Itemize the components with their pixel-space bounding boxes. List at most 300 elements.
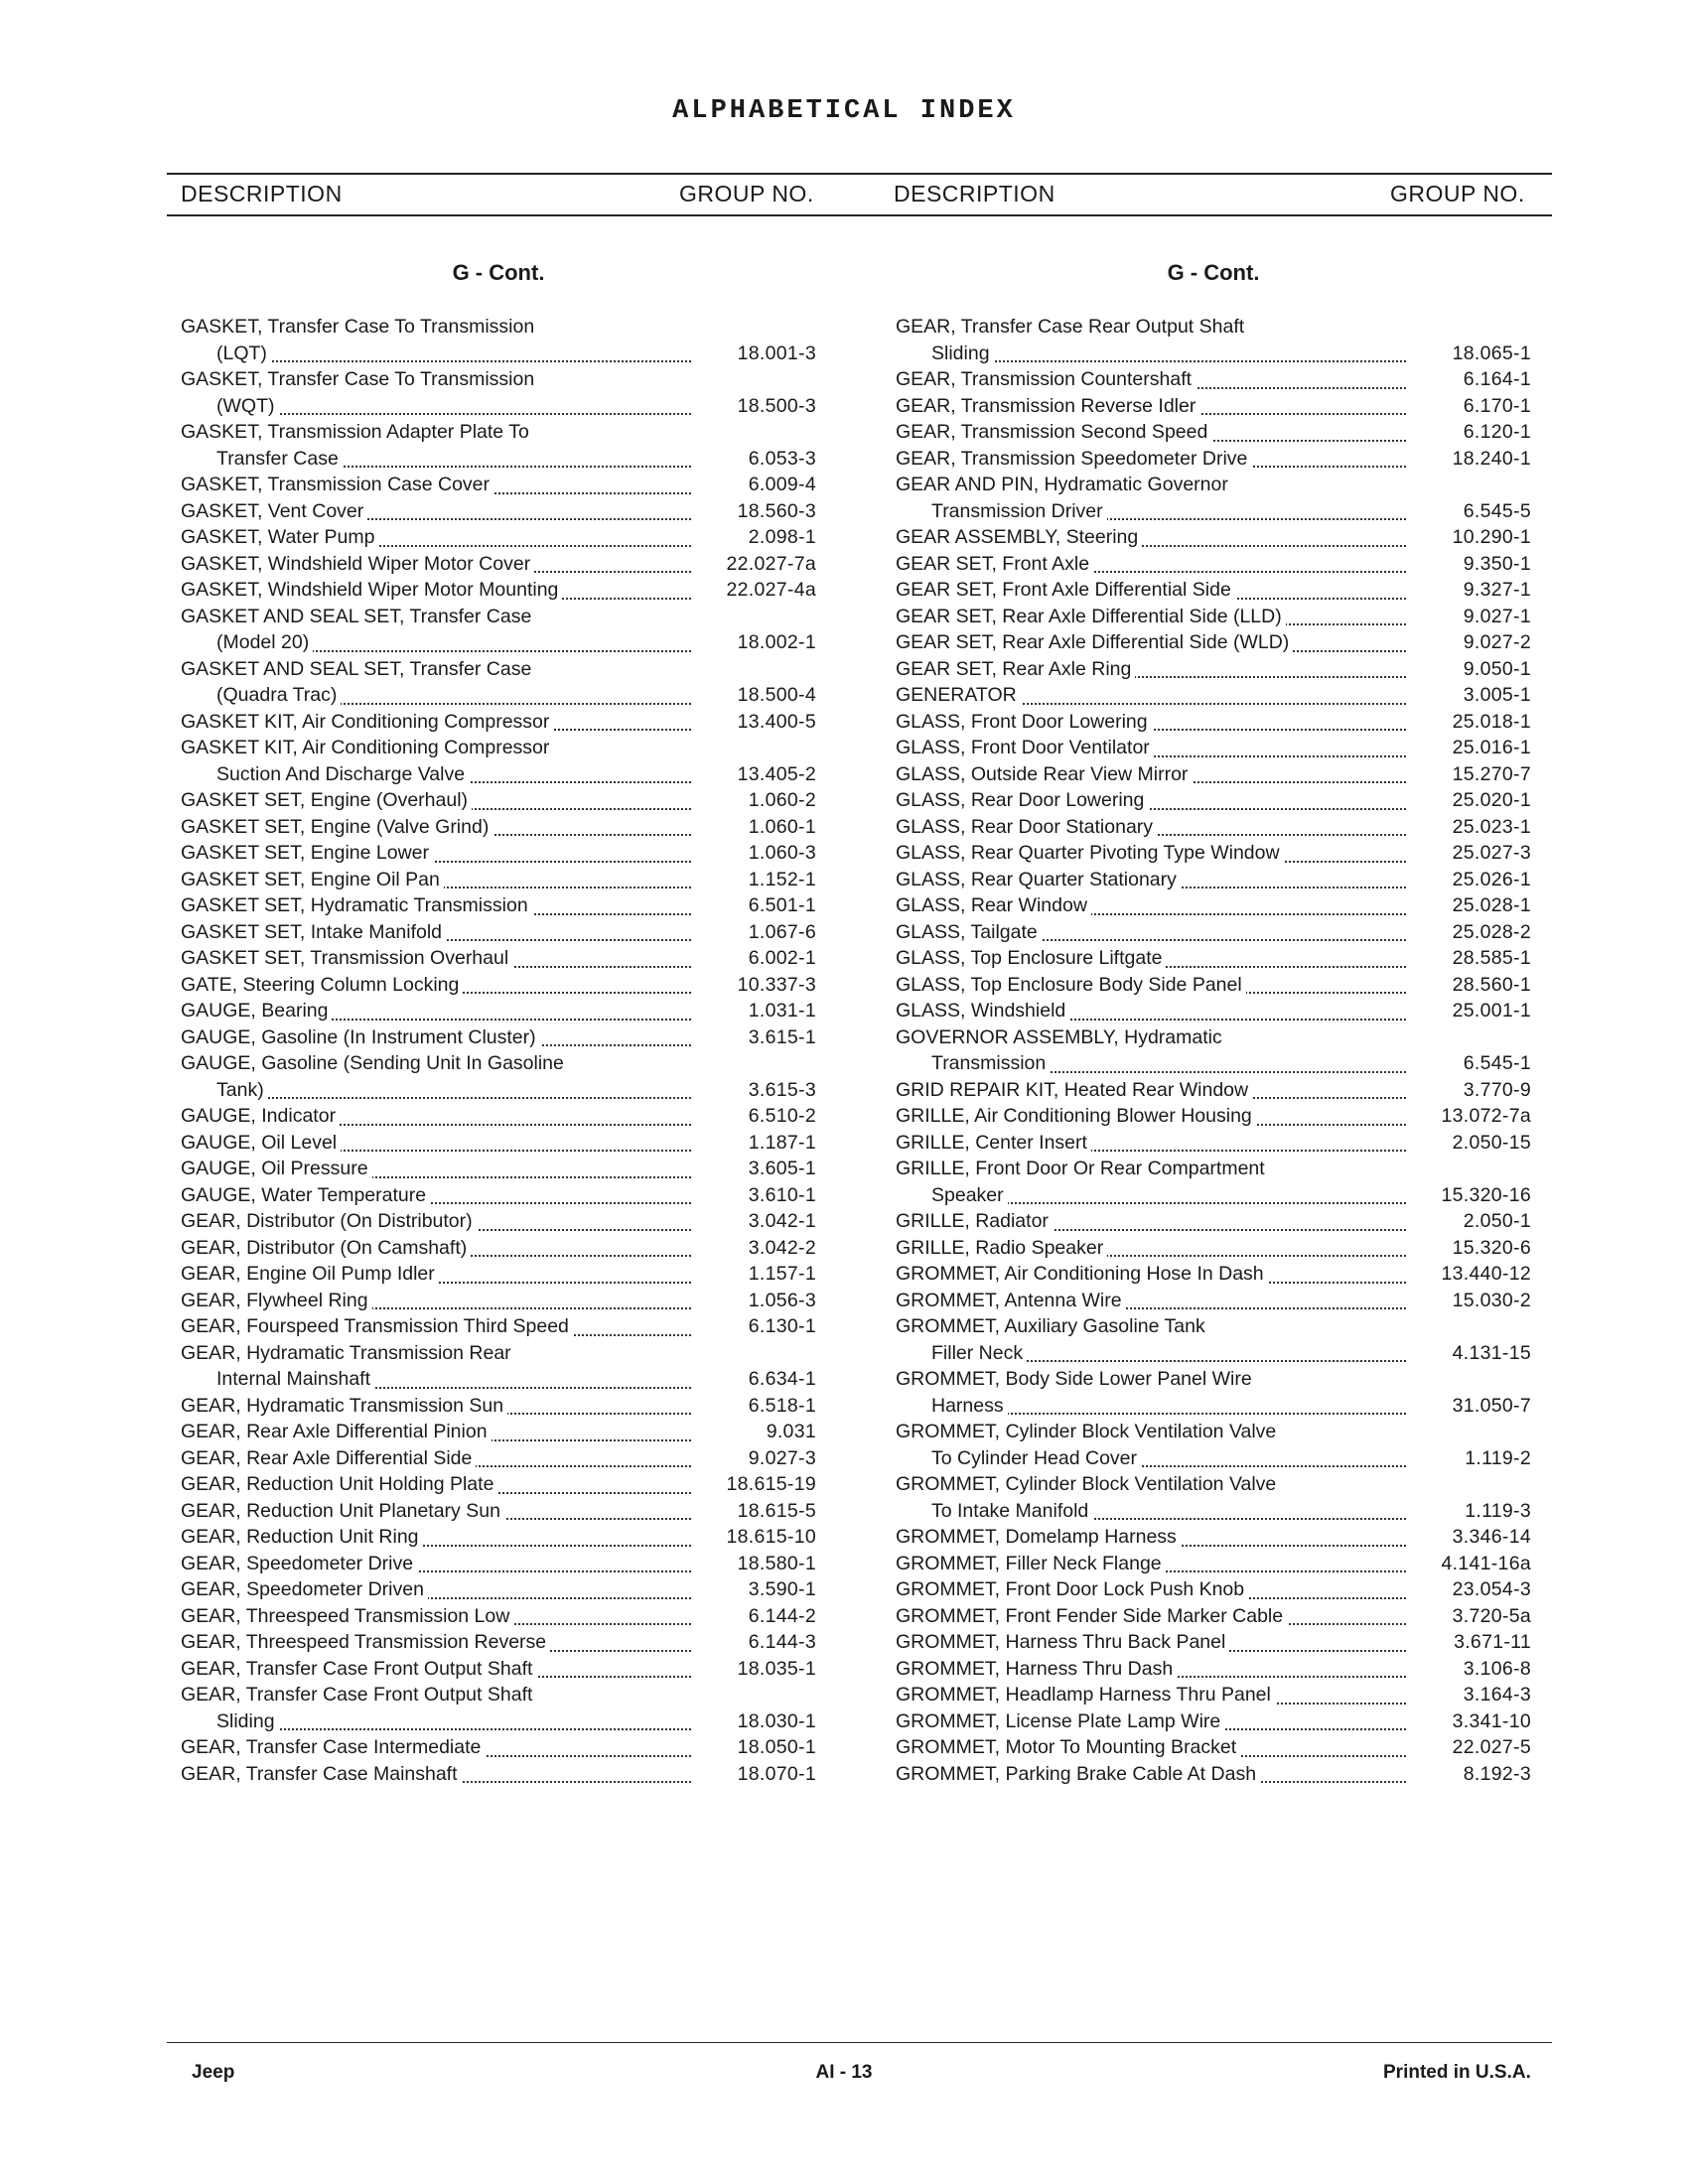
index-entry: [896, 945, 1531, 972]
entry-description: GLASS, Top Enclosure Liftgate: [896, 947, 1166, 969]
index-entry: [896, 551, 1531, 578]
index-entries-right: [896, 314, 1531, 1787]
index-entry: [181, 1235, 816, 1262]
index-entry: [181, 1734, 816, 1761]
entry-group-number: 8.192-3: [1463, 1762, 1531, 1785]
entry-description: GEAR, Fourspeed Transmission Third Speed: [181, 1315, 573, 1337]
entry-group-number: 1.067-6: [748, 920, 816, 943]
entry-group-number: 25.023-1: [1452, 815, 1531, 838]
entry-description: GROMMET, Harness Thru Back Panel: [896, 1631, 1229, 1653]
entry-description: GLASS, Top Enclosure Body Side Panel: [896, 974, 1246, 996]
entry-description: GROMMET, Front Fender Side Marker Cable: [896, 1605, 1287, 1627]
index-entry: [181, 1576, 816, 1603]
entry-group-number: 13.072-7a: [1441, 1105, 1531, 1127]
entry-description: GLASS, Tailgate: [896, 921, 1042, 943]
entry-group-number: 3.042-1: [748, 1210, 816, 1232]
entry-description: Transmission: [931, 1052, 1050, 1074]
index-entry: [896, 446, 1531, 473]
index-entry: [181, 1261, 816, 1288]
entry-description: GAUGE, Gasoline (In Instrument Cluster): [181, 1026, 540, 1048]
entry-group-number: 18.240-1: [1452, 447, 1531, 470]
index-entry: [181, 945, 816, 972]
entry-description: GEAR, Transmission Speedometer Drive: [896, 448, 1251, 470]
index-entry: [896, 972, 1531, 999]
entry-group-number: 10.290-1: [1452, 526, 1531, 548]
entry-description: GASKET AND SEAL SET, Transfer Case: [181, 658, 535, 680]
index-entry: [181, 419, 816, 472]
entry-description: Tank): [216, 1079, 268, 1101]
entry-group-number: 3.042-2: [748, 1236, 816, 1259]
entry-group-number: 1.060-2: [748, 789, 816, 811]
index-entry: [181, 1682, 816, 1734]
index-entry: [896, 1576, 1531, 1603]
entry-group-number: 18.615-19: [726, 1473, 816, 1495]
entry-description: GEAR, Transfer Case Intermediate: [181, 1736, 485, 1758]
entry-description: GRILLE, Front Door Or Rear Compartment: [896, 1158, 1269, 1179]
entry-description: GASKET, Transfer Case To Transmission: [181, 368, 538, 390]
entry-description: GEAR, Reduction Unit Holding Plate: [181, 1473, 497, 1495]
index-entry: [181, 1050, 816, 1103]
entry-group-number: 23.054-3: [1452, 1578, 1531, 1600]
index-entry: [896, 1419, 1531, 1471]
index-entry: [181, 709, 816, 736]
entry-description: Harness: [931, 1395, 1008, 1417]
entry-description: GEAR, Transmission Reverse Idler: [896, 395, 1199, 417]
entry-description: GEAR ASSEMBLY, Steering: [896, 526, 1142, 548]
entry-group-number: 9.027-1: [1463, 605, 1531, 627]
index-entry: [896, 1288, 1531, 1314]
entry-description: GRID REPAIR KIT, Heated Rear Window: [896, 1079, 1252, 1101]
entry-group-number: 13.440-12: [1441, 1263, 1531, 1285]
entry-description: (Quadra Trac): [216, 684, 341, 706]
entry-group-number: 4.141-16a: [1441, 1552, 1531, 1574]
entry-group-number: 6.130-1: [748, 1315, 816, 1337]
index-entry: [181, 972, 816, 999]
entry-group-number: 22.027-7a: [726, 552, 816, 575]
index-entry: [181, 1182, 816, 1209]
entry-group-number: 22.027-4a: [726, 579, 816, 601]
entry-description: GASKET SET, Hydramatic Transmission: [181, 894, 532, 916]
entry-description: GAUGE, Oil Level: [181, 1132, 341, 1154]
entry-description: GAUGE, Gasoline (Sending Unit In Gasoline: [181, 1052, 568, 1074]
index-entry: [896, 1761, 1531, 1788]
entry-group-number: 3.590-1: [748, 1578, 816, 1600]
index-entry: [896, 1603, 1531, 1630]
index-entry: [181, 1130, 816, 1157]
entry-description: GASKET AND SEAL SET, Transfer Case: [181, 606, 535, 627]
index-entry: [181, 1761, 816, 1788]
entry-group-number: 25.001-1: [1452, 1000, 1531, 1022]
entry-description: Speaker: [931, 1184, 1008, 1206]
dot-leader: [931, 360, 1406, 362]
entry-description: GROMMET, Harness Thru Dash: [896, 1658, 1177, 1680]
entry-group-number: 1.060-3: [748, 842, 816, 864]
entry-group-number: 1.119-3: [1465, 1499, 1531, 1522]
index-entry: [896, 761, 1531, 788]
entry-group-number: 25.016-1: [1452, 737, 1531, 758]
index-entry: [181, 1340, 816, 1393]
entry-description: Internal Mainshaft: [216, 1368, 374, 1390]
index-entry: [896, 1708, 1531, 1735]
page-title: ALPHABETICAL INDEX: [672, 96, 1016, 126]
index-entry: [181, 366, 816, 419]
header-rule-top: [167, 173, 1552, 175]
index-entry: [181, 1024, 816, 1051]
entry-group-number: 31.050-7: [1452, 1394, 1531, 1417]
entry-description: GEAR SET, Rear Axle Differential Side (WLD): [896, 631, 1293, 653]
entry-description: Sliding: [931, 342, 994, 364]
index-entry: [896, 1656, 1531, 1683]
index-entry: [181, 1498, 816, 1525]
entry-description: GLASS, Front Door Ventilator: [896, 737, 1154, 758]
entry-description: GROMMET, Filler Neck Flange: [896, 1553, 1166, 1574]
entry-group-number: 2.098-1: [748, 526, 816, 548]
entry-group-number: 3.671-11: [1454, 1631, 1531, 1653]
entry-group-number: 3.615-1: [748, 1025, 816, 1048]
entry-group-number: 3.605-1: [748, 1158, 816, 1179]
entry-description: GEAR, Reduction Unit Planetary Sun: [181, 1500, 504, 1522]
index-entry: [896, 682, 1531, 709]
section-title-right: G - Cont.: [1167, 260, 1260, 285]
entry-group-number: 25.028-2: [1452, 920, 1531, 943]
entry-group-number: 25.020-1: [1452, 789, 1531, 811]
entry-description: GEAR, Flywheel Ring: [181, 1290, 372, 1311]
entry-description: GASKET KIT, Air Conditioning Compressor: [181, 711, 553, 733]
entry-group-number: 6.002-1: [748, 947, 816, 969]
entry-description: GEAR, Distributor (On Distributor): [181, 1210, 477, 1232]
index-entry: [896, 814, 1531, 841]
index-entry: [181, 919, 816, 946]
entry-description: GEAR SET, Rear Axle Ring: [896, 658, 1135, 680]
entry-description: GEAR SET, Front Axle: [896, 553, 1093, 575]
entry-group-number: 3.615-3: [748, 1078, 816, 1101]
entry-group-number: 2.050-1: [1463, 1210, 1531, 1232]
entry-description: GENERATOR: [896, 684, 1021, 706]
index-entry: [896, 892, 1531, 919]
entry-description: GASKET, Transmission Adapter Plate To: [181, 421, 533, 443]
index-entry: [896, 419, 1531, 446]
index-entry: [181, 1419, 816, 1445]
index-entry: [181, 1156, 816, 1182]
header-group-left: GROUP NO.: [679, 181, 814, 206]
entry-description: GOVERNOR ASSEMBLY, Hydramatic: [896, 1026, 1226, 1048]
entry-description: GASKET, Water Pump: [181, 526, 378, 548]
entry-description: GLASS, Windshield: [896, 1000, 1069, 1022]
entry-description: To Intake Manifold: [931, 1500, 1092, 1522]
entry-group-number: 3.346-14: [1452, 1526, 1531, 1548]
footer-page-number: AI - 13: [815, 2062, 873, 2083]
entry-group-number: 9.327-1: [1463, 579, 1531, 601]
entry-description: GEAR, Reduction Unit Ring: [181, 1526, 423, 1548]
entry-description: GLASS, Front Door Lowering: [896, 711, 1152, 733]
entry-description: GAUGE, Bearing: [181, 1000, 332, 1022]
index-entry: [896, 1682, 1531, 1708]
entry-description: GASKET SET, Engine (Valve Grind): [181, 816, 492, 838]
entry-description: GEAR, Rear Axle Differential Pinion: [181, 1421, 492, 1442]
index-entry: [181, 1103, 816, 1130]
entry-description: GASKET KIT, Air Conditioning Compressor: [181, 737, 553, 758]
index-entry: [181, 1445, 816, 1472]
entry-description: (LQT): [216, 342, 271, 364]
entry-description: GEAR, Transfer Case Front Output Shaft: [181, 1684, 536, 1706]
entry-group-number: 18.030-1: [737, 1709, 816, 1732]
entry-group-number: 18.500-3: [737, 394, 816, 417]
entry-group-number: 3.720-5a: [1452, 1604, 1531, 1627]
index-entry: [896, 1077, 1531, 1104]
header-rule-bottom: [167, 214, 1552, 216]
index-entries-left: [181, 314, 816, 1787]
header-description-right: DESCRIPTION: [894, 181, 1055, 206]
entry-description: GEAR, Speedometer Drive: [181, 1553, 417, 1574]
entry-description: GEAR, Distributor (On Camshaft): [181, 1237, 471, 1259]
entry-group-number: 28.560-1: [1452, 973, 1531, 996]
entry-description: GROMMET, Cylinder Block Ventilation Valve: [896, 1421, 1280, 1442]
entry-group-number: 18.001-3: [737, 341, 816, 364]
dot-leader: [216, 1728, 691, 1730]
index-entry: [181, 892, 816, 919]
entry-description: GEAR AND PIN, Hydramatic Governor: [896, 474, 1232, 495]
entry-group-number: 3.610-1: [748, 1183, 816, 1206]
entry-group-number: 1.031-1: [748, 1000, 816, 1022]
entry-description: GEAR, Speedometer Driven: [181, 1578, 428, 1600]
index-entry: [896, 629, 1531, 656]
entry-description: GASKET SET, Engine Oil Pan: [181, 869, 444, 890]
index-entry: [896, 577, 1531, 604]
header-description-left: DESCRIPTION: [181, 181, 343, 206]
entry-group-number: 10.337-3: [737, 973, 816, 996]
entry-description: GASKET SET, Engine (Overhaul): [181, 789, 472, 811]
entry-description: GASKET, Vent Cover: [181, 500, 367, 522]
footer-rule: [167, 2042, 1552, 2043]
entry-description: GROMMET, Antenna Wire: [896, 1290, 1126, 1311]
index-entry: [181, 314, 816, 366]
entry-group-number: 15.320-16: [1441, 1183, 1531, 1206]
entry-group-number: 1.056-3: [748, 1289, 816, 1311]
entry-description: GASKET SET, Engine Lower: [181, 842, 433, 864]
index-entry: [896, 393, 1531, 420]
index-entry: [181, 1313, 816, 1340]
index-entry: [896, 998, 1531, 1024]
index-entry: [896, 1235, 1531, 1262]
entry-group-number: 6.120-1: [1463, 421, 1531, 443]
entry-group-number: 1.152-1: [748, 868, 816, 890]
index-entry: [896, 919, 1531, 946]
entry-description: GLASS, Rear Quarter Pivoting Type Window: [896, 842, 1284, 864]
entry-description: GROMMET, Air Conditioning Hose In Dash: [896, 1263, 1268, 1285]
entry-group-number: 2.050-15: [1452, 1131, 1531, 1154]
entry-description: GATE, Steering Column Locking: [181, 974, 463, 996]
entry-group-number: 1.119-2: [1465, 1446, 1531, 1469]
entry-group-number: 9.027-3: [748, 1446, 816, 1469]
entry-description: Sliding: [216, 1710, 279, 1732]
footer-printed: Printed in U.S.A.: [1383, 2062, 1531, 2083]
index-entry: [896, 1551, 1531, 1577]
entry-group-number: 6.545-5: [1463, 499, 1531, 522]
entry-group-number: 15.320-6: [1452, 1236, 1531, 1259]
entry-group-number: 6.545-1: [1463, 1052, 1531, 1074]
index-entry: [181, 1629, 816, 1656]
index-entry: [181, 787, 816, 814]
index-entry: [181, 656, 816, 709]
header-group-right: GROUP NO.: [1390, 181, 1525, 206]
entry-group-number: 15.030-2: [1452, 1289, 1531, 1311]
index-entry: [896, 1629, 1531, 1656]
dot-leader: [216, 360, 691, 362]
dot-leader: [216, 1097, 691, 1099]
left-column: [181, 258, 816, 1787]
entry-description: GLASS, Rear Door Stationary: [896, 816, 1157, 838]
entry-group-number: 3.341-10: [1452, 1709, 1531, 1732]
entry-description: GROMMET, License Plate Lamp Wire: [896, 1710, 1224, 1732]
entry-description: GROMMET, Motor To Mounting Bracket: [896, 1736, 1240, 1758]
entry-group-number: 25.028-1: [1452, 894, 1531, 916]
entry-description: GLASS, Rear Window: [896, 894, 1091, 916]
entry-group-number: 18.035-1: [737, 1657, 816, 1680]
entry-group-number: 6.634-1: [748, 1368, 816, 1390]
entry-description: GROMMET, Parking Brake Cable At Dash: [896, 1763, 1260, 1785]
entry-group-number: 3.005-1: [1463, 684, 1531, 706]
index-entry: [181, 1288, 816, 1314]
entry-group-number: 3.770-9: [1463, 1078, 1531, 1101]
entry-description: GRILLE, Radiator: [896, 1210, 1053, 1232]
index-entry: [181, 998, 816, 1024]
entry-description: GEAR SET, Front Axle Differential Side: [896, 579, 1235, 601]
entry-group-number: 9.031: [766, 1421, 816, 1442]
index-entry: [181, 867, 816, 893]
entry-description: GRILLE, Air Conditioning Blower Housing: [896, 1105, 1256, 1127]
entry-group-number: 18.065-1: [1452, 341, 1531, 364]
entry-group-number: 18.615-5: [737, 1499, 816, 1522]
entry-description: (Model 20): [216, 631, 313, 653]
entry-description: GEAR, Engine Oil Pump Idler: [181, 1263, 439, 1285]
entry-description: GEAR SET, Rear Axle Differential Side (LLD): [896, 606, 1286, 627]
entry-description: GLASS, Rear Quarter Stationary: [896, 869, 1181, 890]
entry-group-number: 13.405-2: [737, 762, 816, 785]
entry-description: GEAR, Transfer Case Rear Output Shaft: [896, 316, 1248, 338]
index-entry: [896, 314, 1531, 366]
index-entry: [896, 1208, 1531, 1235]
entry-group-number: 6.501-1: [748, 894, 816, 916]
index-entry: [896, 840, 1531, 867]
index-entry: [181, 1603, 816, 1630]
index-entry: [896, 1734, 1531, 1761]
entry-group-number: 22.027-5: [1452, 1736, 1531, 1758]
index-entry: [181, 551, 816, 578]
entry-description: GASKET SET, Transmission Overhaul: [181, 947, 512, 969]
entry-group-number: 6.144-3: [748, 1631, 816, 1653]
entry-description: GEAR, Transmission Countershaft: [896, 368, 1196, 390]
index-entry: [896, 787, 1531, 814]
index-entry: [896, 867, 1531, 893]
entry-description: GROMMET, Domelamp Harness: [896, 1526, 1181, 1548]
entry-description: Transmission Driver: [931, 500, 1107, 522]
entry-group-number: 3.164-3: [1463, 1684, 1531, 1706]
index-entry: [896, 709, 1531, 736]
entry-group-number: 9.350-1: [1463, 552, 1531, 575]
index-entry: [896, 1471, 1531, 1524]
entry-group-number: 25.027-3: [1452, 842, 1531, 864]
entry-description: GEAR, Hydramatic Transmission Rear: [181, 1342, 515, 1364]
entry-description: GASKET, Transmission Case Cover: [181, 474, 493, 495]
index-entry: [896, 1156, 1531, 1208]
index-entry: [181, 814, 816, 841]
index-entry: [181, 1551, 816, 1577]
entry-group-number: 13.400-5: [737, 710, 816, 733]
entry-group-number: 6.518-1: [748, 1394, 816, 1417]
index-entry: [896, 1366, 1531, 1419]
index-entry: [181, 604, 816, 656]
entry-description: GAUGE, Water Temperature: [181, 1184, 430, 1206]
entry-group-number: 6.164-1: [1463, 368, 1531, 390]
index-entry: [181, 577, 816, 604]
index-entry: [896, 1524, 1531, 1551]
index-entry: [896, 1313, 1531, 1366]
entry-description: GASKET, Windshield Wiper Motor Cover: [181, 553, 534, 575]
index-entry: [181, 1656, 816, 1683]
index-entry: [181, 472, 816, 498]
index-entry: [896, 524, 1531, 551]
entry-description: Suction And Discharge Valve: [216, 763, 469, 785]
entry-description: GAUGE, Indicator: [181, 1105, 340, 1127]
entry-group-number: 6.510-2: [748, 1105, 816, 1127]
dot-leader: [216, 413, 691, 415]
entry-group-number: 9.050-1: [1463, 657, 1531, 680]
entry-description: GEAR, Threespeed Transmission Low: [181, 1605, 513, 1627]
entry-group-number: 25.026-1: [1452, 868, 1531, 890]
entry-group-number: 18.050-1: [737, 1736, 816, 1758]
index-entry: [896, 1261, 1531, 1288]
index-entry: [181, 840, 816, 867]
right-column: [896, 258, 1531, 1787]
entry-group-number: 6.170-1: [1463, 394, 1531, 417]
entry-description: GLASS, Rear Door Lowering: [896, 789, 1148, 811]
index-entry: [896, 656, 1531, 683]
entry-group-number: 6.009-4: [748, 474, 816, 495]
entry-group-number: 1.060-1: [748, 815, 816, 838]
entry-description: GASKET, Windshield Wiper Motor Mounting: [181, 579, 562, 601]
entry-group-number: 18.070-1: [737, 1762, 816, 1785]
entry-group-number: 18.580-1: [737, 1552, 816, 1574]
entry-description: To Cylinder Head Cover: [931, 1447, 1141, 1469]
index-entry: [896, 1103, 1531, 1130]
entry-description: GASKET SET, Intake Manifold: [181, 921, 446, 943]
entry-group-number: 9.027-2: [1463, 631, 1531, 653]
entry-description: GLASS, Outside Rear View Mirror: [896, 763, 1192, 785]
entry-description: GROMMET, Auxiliary Gasoline Tank: [896, 1315, 1209, 1337]
entry-description: GEAR, Rear Axle Differential Side: [181, 1447, 476, 1469]
entry-description: GASKET, Transfer Case To Transmission: [181, 316, 538, 338]
entry-description: GAUGE, Oil Pressure: [181, 1158, 372, 1179]
index-entry: [896, 735, 1531, 761]
index-entry: [896, 472, 1531, 524]
index-entry: [896, 604, 1531, 630]
index-entry: [896, 1024, 1531, 1077]
entry-group-number: 4.131-15: [1452, 1341, 1531, 1364]
index-entry: [181, 498, 816, 525]
entry-group-number: 1.187-1: [748, 1131, 816, 1154]
entry-group-number: 15.270-7: [1452, 762, 1531, 785]
entry-description: GROMMET, Cylinder Block Ventilation Valve: [896, 1473, 1280, 1495]
entry-group-number: 18.615-10: [726, 1526, 816, 1548]
index-entry: [181, 1524, 816, 1551]
index-entry: [181, 524, 816, 551]
entry-description: GROMMET, Headlamp Harness Thru Panel: [896, 1684, 1275, 1706]
index-entry: [181, 1471, 816, 1498]
entry-group-number: 6.144-2: [748, 1604, 816, 1627]
entry-description: GEAR, Transmission Second Speed: [896, 421, 1211, 443]
entry-description: Filler Neck: [931, 1342, 1027, 1364]
entry-description: GEAR, Hydramatic Transmission Sun: [181, 1395, 507, 1417]
